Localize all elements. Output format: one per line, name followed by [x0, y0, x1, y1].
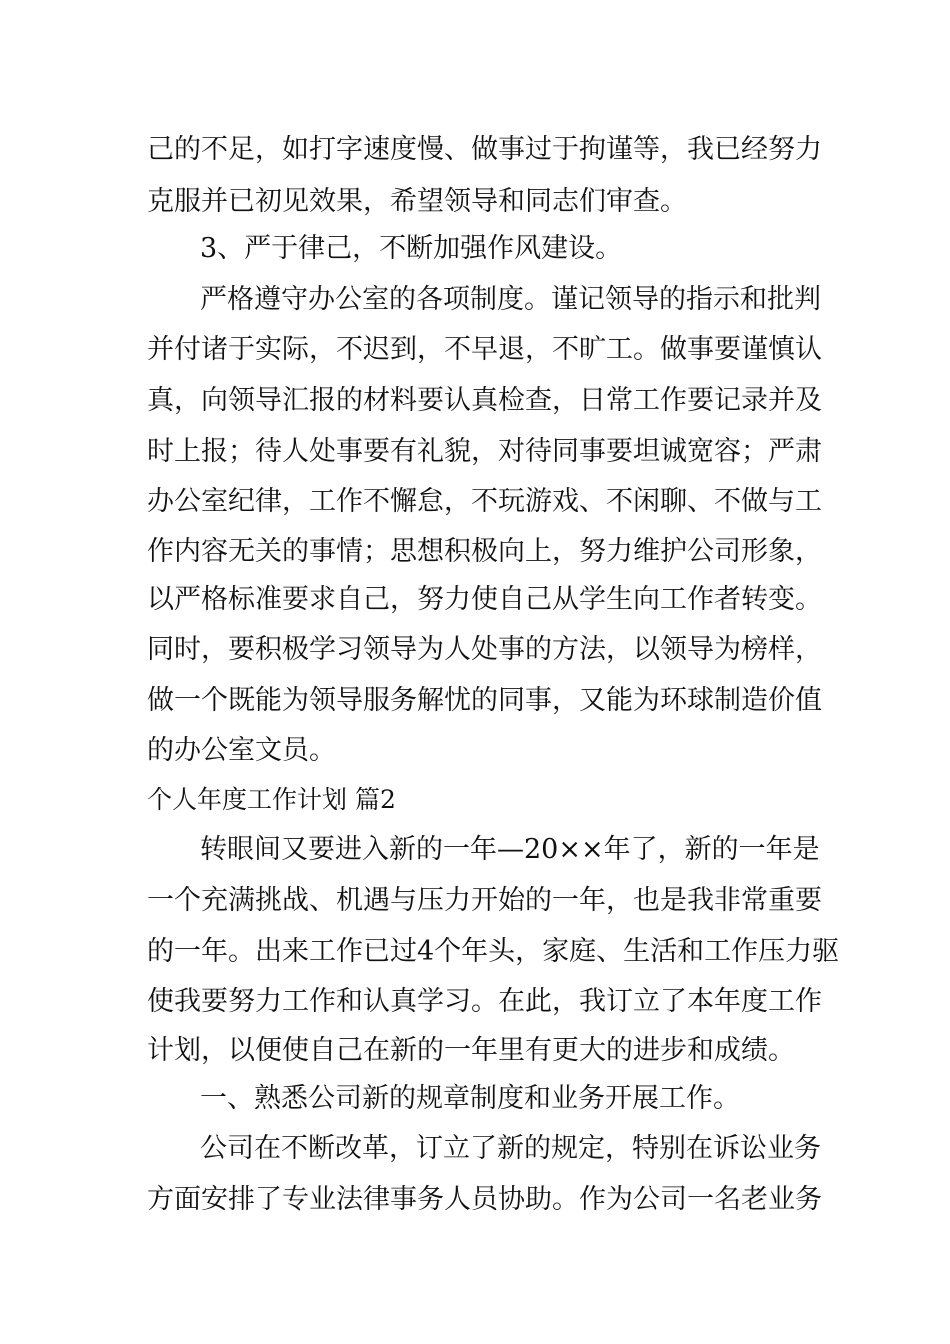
paragraph-line: 时上报；待人处事要有礼貌，对待同事要坦诚宽容；严肃: [147, 436, 822, 467]
paragraph-line: 使我要努力工作和认真学习。在此，我订立了本年度工作: [147, 986, 822, 1017]
paragraph-line: 的一年。出来工作已过4个年头，家庭、生活和工作压力驱: [147, 936, 840, 967]
paragraph-line: 真，向领导汇报的材料要认真检查，日常工作要记录并及: [147, 385, 822, 416]
paragraph-line: 克服并已初见效果，希望领导和同志们审查。: [147, 186, 687, 217]
paragraph-line: 作内容无关的事情；思想积极向上，努力维护公司形象，: [147, 536, 822, 567]
paragraph-line: 做一个既能为领导服务解忧的同事，又能为环球制造价值: [147, 685, 822, 716]
paragraph-line: 转眼间又要进入新的一年—20××年了，新的一年是: [200, 834, 820, 865]
paragraph-line: 的办公室文员。: [147, 735, 336, 766]
section-heading: 3、严于律己，不断加强作风建设。: [200, 233, 623, 264]
paragraph-line: 方面安排了专业法律事务人员协助。作为公司一名老业务: [147, 1184, 822, 1215]
section-heading: 一、熟悉公司新的规章制度和业务开展工作。: [200, 1083, 740, 1114]
paragraph-line: 己的不足，如打字速度慢、做事过于拘谨等，我已经努力: [147, 134, 822, 165]
paragraph-line: 计划，以便使自己在新的一年里有更大的进步和成绩。: [147, 1035, 795, 1066]
paragraph-line: 同时，要积极学习领导为人处事的方法，以领导为榜样，: [147, 634, 822, 665]
document-title: 个人年度工作计划 篇2: [147, 785, 396, 814]
paragraph-line: 以严格标准要求自己，努力使自己从学生向工作者转变。: [147, 584, 822, 615]
paragraph-line: 并付诸于实际，不迟到，不早退，不旷工。做事要谨慎认: [147, 334, 822, 365]
paragraph-line: 严格遵守办公室的各项制度。谨记领导的指示和批判: [200, 284, 821, 315]
paragraph-line: 办公室纪律，工作不懈怠，不玩游戏、不闲聊、不做与工: [147, 486, 822, 517]
paragraph-line: 公司在不断改革，订立了新的规定，特别在诉讼业务: [200, 1133, 821, 1164]
paragraph-line: 一个充满挑战、机遇与压力开始的一年，也是我非常重要: [147, 885, 822, 916]
